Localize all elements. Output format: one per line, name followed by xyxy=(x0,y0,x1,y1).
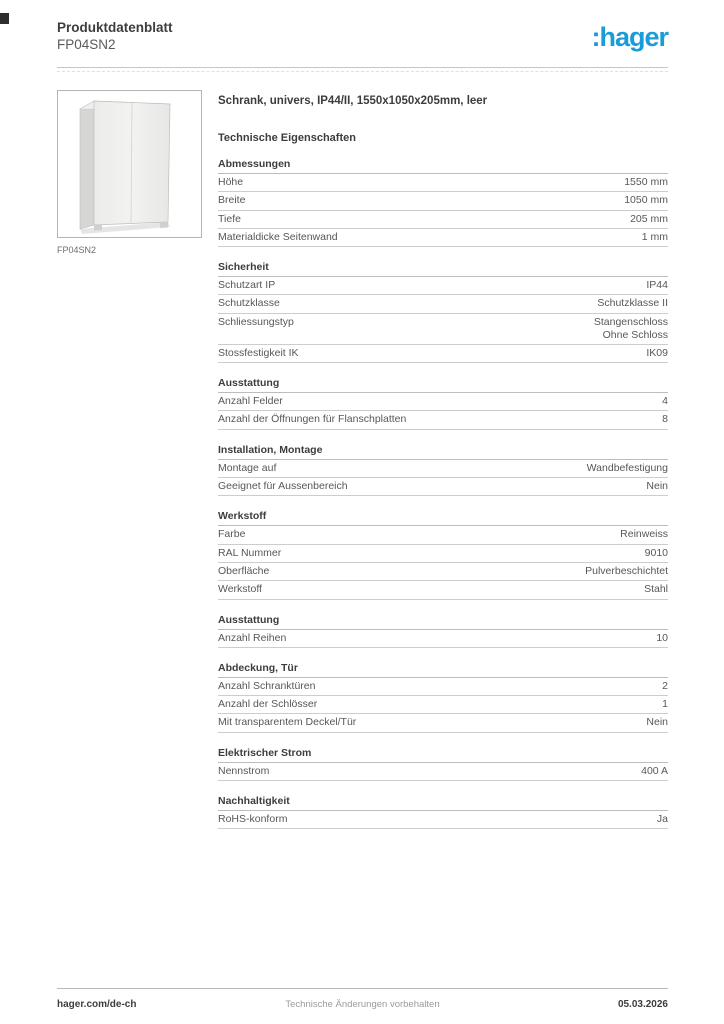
spec-value: 1550 mm xyxy=(624,176,668,188)
spec-row xyxy=(218,763,668,781)
footer-date: 05.03.2026 xyxy=(617,999,668,1010)
spec-value: 1 xyxy=(662,698,668,711)
tech-properties-heading: Technische Eigenschaften xyxy=(218,132,356,144)
spec-row xyxy=(218,714,668,732)
spec-label: Höhe xyxy=(218,176,244,188)
spec-value: 2 xyxy=(662,679,668,692)
spec-value: Schutzklasse II xyxy=(597,297,668,310)
spec-section-title: Elektrischer Strom xyxy=(218,747,668,763)
spec-label: RAL Nummer xyxy=(218,546,282,559)
spec-label: Anzahl Felder xyxy=(218,395,283,408)
footer-row xyxy=(57,999,668,1012)
spec-value: Nein xyxy=(646,480,668,493)
spec-label: Nennstrom xyxy=(218,764,270,777)
header-title-block xyxy=(57,20,173,54)
spec-label: Anzahl Reihen xyxy=(218,631,287,644)
spec-value: Wandbefestigung xyxy=(586,461,668,474)
header-divider xyxy=(57,67,668,72)
spec-label: Stossfestigkeit IK xyxy=(218,346,299,359)
product-image xyxy=(57,90,202,238)
product-image-column xyxy=(57,90,202,829)
spec-label: Geeignet für Aussenbereich xyxy=(218,480,348,493)
spec-row xyxy=(218,630,668,648)
spec-section xyxy=(218,377,668,430)
spec-section xyxy=(218,614,668,648)
spec-value: Stahl xyxy=(644,583,668,596)
spec-row xyxy=(218,211,668,229)
spec-value: 4 xyxy=(662,395,668,408)
hager-logo: :hager xyxy=(591,22,668,52)
spec-label: Montage auf xyxy=(218,461,277,474)
document-type-title: Produktdatenblatt xyxy=(57,20,173,35)
spec-section-title: Werkstoff xyxy=(218,510,668,526)
spec-value: 9010 xyxy=(644,546,668,559)
spec-label: Anzahl Schranktüren xyxy=(218,679,316,692)
spec-label: Werkstoff xyxy=(218,583,262,596)
page-footer xyxy=(57,988,668,1012)
spec-value: IP44 xyxy=(646,279,668,292)
spec-value: 1050 mm xyxy=(624,194,668,207)
spec-section-title: Ausstattung xyxy=(218,377,668,393)
spec-label: Schliessungstyp xyxy=(218,315,294,328)
spec-label: Farbe xyxy=(218,528,246,541)
spec-value: Nein xyxy=(646,716,668,729)
footer-website-link[interactable]: hager.com/de-ch xyxy=(57,999,137,1010)
spec-section xyxy=(218,747,668,781)
footer-disclaimer: Technische Änderungen vorbehalten xyxy=(285,999,440,1010)
spec-label: Schutzklasse xyxy=(218,297,280,310)
spec-value: Pulverbeschichtet xyxy=(585,564,668,577)
spec-label: Anzahl der Öffnungen für Flanschplatten xyxy=(218,413,407,426)
spec-section xyxy=(218,158,668,247)
spec-value: 205 mm xyxy=(630,212,668,225)
page-header xyxy=(57,20,668,54)
spec-label: Breite xyxy=(218,194,246,207)
spec-value: Reinweiss xyxy=(620,528,668,541)
spec-row xyxy=(218,678,668,696)
spec-section xyxy=(218,444,668,497)
spec-label: Anzahl der Schlösser xyxy=(218,698,318,711)
spec-value: IK09 xyxy=(646,346,668,359)
spec-section-title: Ausstattung xyxy=(218,614,668,630)
spec-section-title: Sicherheit xyxy=(218,261,668,277)
spec-row xyxy=(218,192,668,210)
product-image-caption: FP04SN2 xyxy=(57,245,97,255)
product-reference: FP04SN2 xyxy=(57,36,116,52)
spec-row xyxy=(218,478,668,496)
spec-label: Schutzart IP xyxy=(218,279,276,292)
spec-label: RoHS-konform xyxy=(218,813,288,826)
content-area xyxy=(57,90,668,829)
spec-row xyxy=(218,393,668,411)
spec-row xyxy=(218,563,668,581)
spec-label: Mit transparentem Deckel/Tür xyxy=(218,716,357,729)
spec-row xyxy=(218,411,668,429)
spec-value: 1 mm xyxy=(641,230,668,243)
spec-section-title: Abmessungen xyxy=(218,158,668,174)
spec-value: Stangenschloss Ohne Schloss xyxy=(593,315,668,341)
spec-label: Tiefe xyxy=(218,212,241,225)
spec-section xyxy=(218,510,668,599)
spec-row xyxy=(218,545,668,563)
spec-label: Oberfläche xyxy=(218,564,270,577)
spec-row xyxy=(218,314,668,345)
spec-row xyxy=(218,526,668,544)
spec-value: Ja xyxy=(656,813,668,826)
spec-row xyxy=(218,229,668,247)
spec-row xyxy=(218,174,668,192)
spec-value: 8 xyxy=(662,413,668,426)
spec-row xyxy=(218,581,668,599)
cabinet-illustration xyxy=(58,91,201,237)
spec-row xyxy=(218,460,668,478)
spec-row xyxy=(218,295,668,313)
spec-row xyxy=(218,345,668,363)
spec-sections xyxy=(218,158,668,829)
spec-section xyxy=(218,795,668,829)
spec-column xyxy=(218,90,668,829)
spec-section-title: Abdeckung, Tür xyxy=(218,662,668,678)
spec-section-title: Nachhaltigkeit xyxy=(218,795,668,811)
spec-row xyxy=(218,277,668,295)
spec-value: 400 A xyxy=(641,764,668,777)
spec-row xyxy=(218,811,668,829)
footer-divider xyxy=(57,988,668,989)
spec-section xyxy=(218,662,668,733)
page-corner-mark xyxy=(0,13,9,24)
spec-label: Materialdicke Seitenwand xyxy=(218,230,338,243)
product-title: Schrank, univers, IP44/II, 1550x1050x205mm, leer xyxy=(218,95,488,107)
spec-section-title: Installation, Montage xyxy=(218,444,668,460)
spec-value: 10 xyxy=(656,631,668,644)
spec-row xyxy=(218,696,668,714)
spec-section xyxy=(218,261,668,363)
